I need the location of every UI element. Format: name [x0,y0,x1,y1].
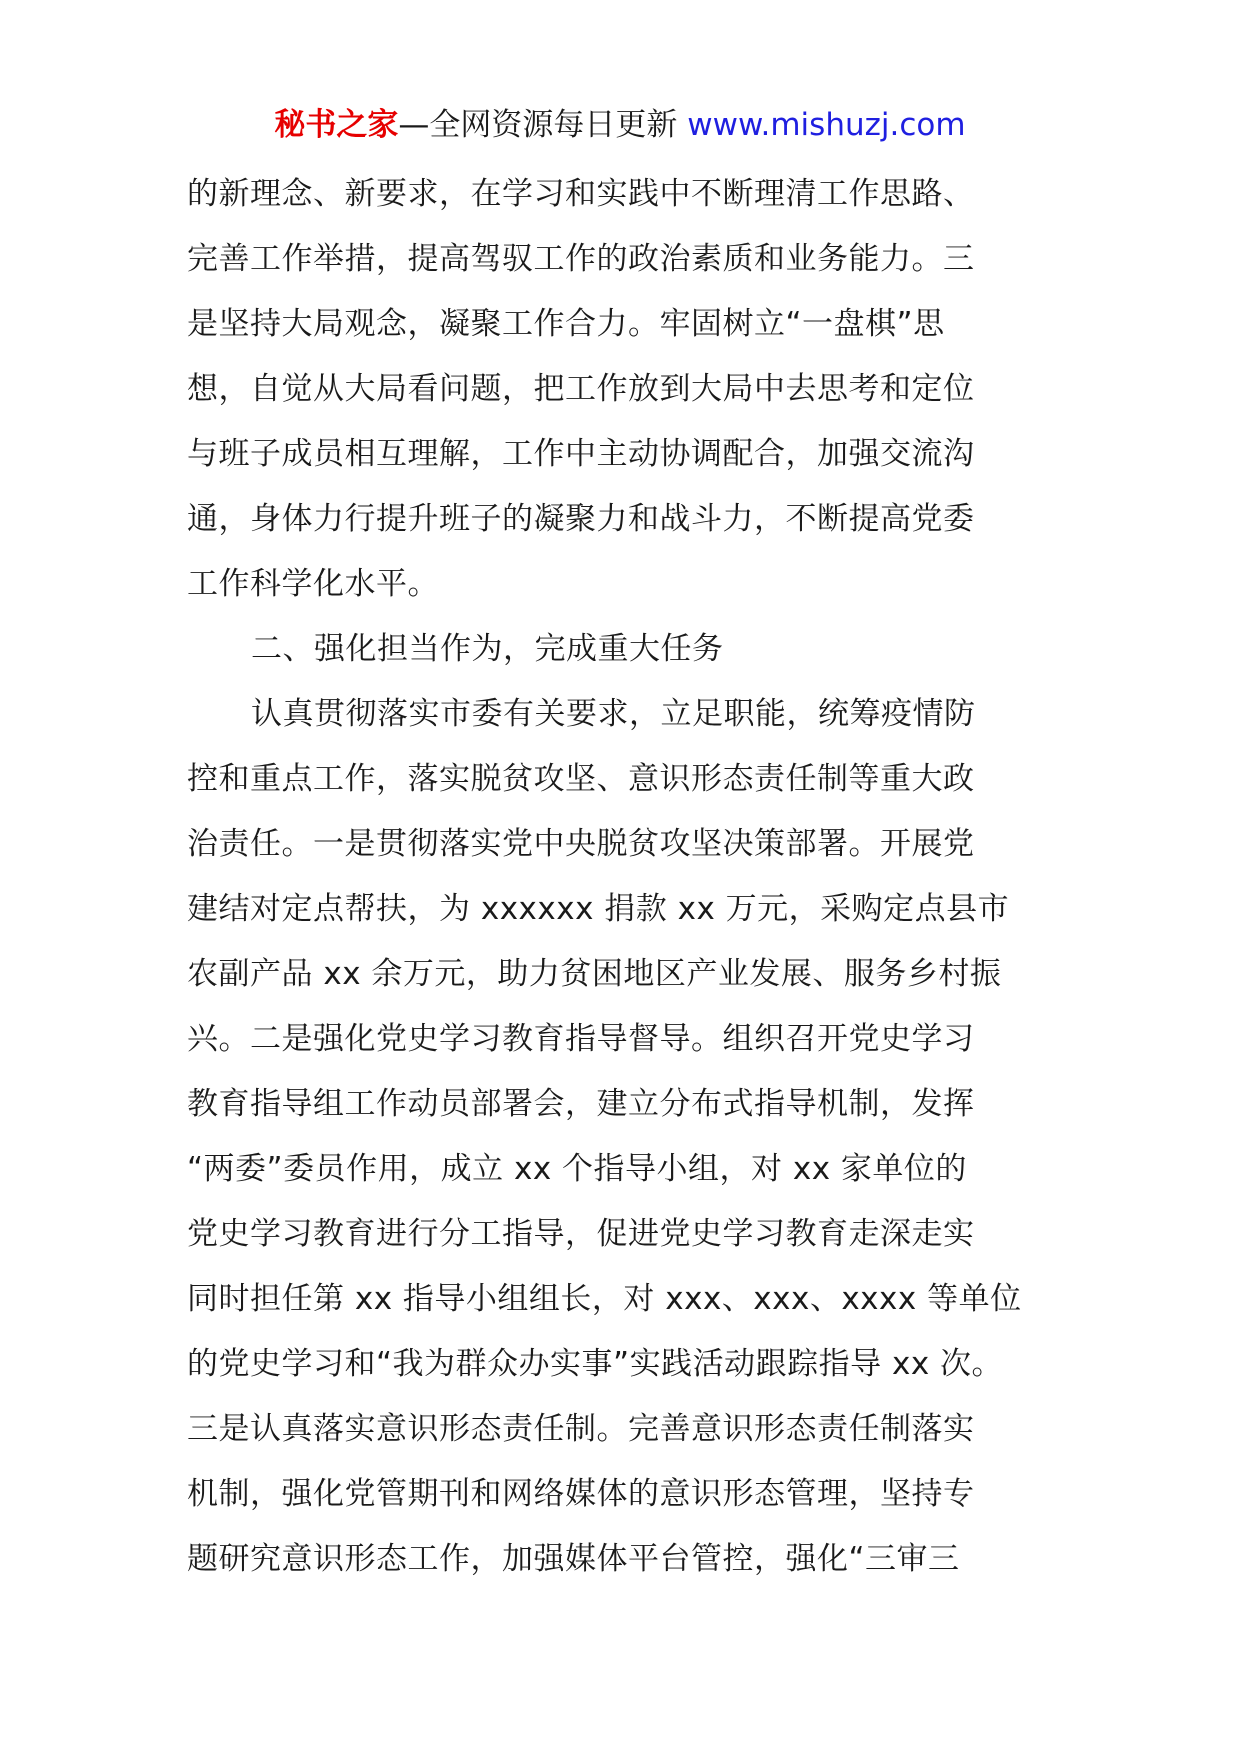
text-line: 治责任。一是贯彻落实党中央脱贫攻坚决策部署。开展党 [187,826,975,862]
text-line: 的新理念、新要求，在学习和实践中不断理清工作思路、 [187,176,975,212]
text-line: 建结对定点帮扶，为 xxxxxx 捐款 xx 万元，采购定点县市 [187,891,1010,927]
text-line: 的党史学习和“我为群众办实事”实践活动跟踪指导 xx 次。 [187,1346,1004,1382]
text-line: 党史学习教育进行分工指导，促进党史学习教育走深走实 [187,1216,975,1252]
text-line: 农副产品 xx 余万元，助力贫困地区产业发展、服务乡村振 [187,956,1002,992]
text-line: 三是认真落实意识形态责任制。完善意识形态责任制落实 [187,1411,975,1447]
text-line: 通，身体力行提升班子的凝聚力和战斗力，不断提高党委 [187,501,975,537]
header-url-link[interactable]: www.mishuzj.com [687,107,966,143]
text-line: 题研究意识形态工作，加强媒体平台管控，强化“三审三 [187,1541,960,1577]
text-line: 教育指导组工作动员部署会，建立分布式指导机制，发挥 [187,1086,975,1122]
document-body [187,162,1067,1592]
text-line: 完善工作举措，提高驾驭工作的政治素质和业务能力。三 [187,241,975,277]
text-line: 与班子成员相互理解，工作中主动协调配合，加强交流沟 [187,436,975,472]
text-line: 是坚持大局观念，凝聚工作合力。牢固树立“一盘棋”思 [187,306,945,342]
text-line: 控和重点工作，落实脱贫攻坚、意识形态责任制等重大政 [187,761,975,797]
text-line: “两委”委员作用，成立 xx 个指导小组，对 xx 家单位的 [187,1151,967,1187]
header-brand: 秘书之家 [274,107,399,143]
page-header [0,100,1240,150]
text-line: 同时担任第 xx 指导小组组长，对 xxx、xxx、xxxx 等单位 [187,1281,1022,1317]
text-line: 认真贯彻落实市委有关要求，立足职能，统筹疫情防 [251,696,976,732]
text-line: 机制，强化党管期刊和网络媒体的意识形态管理，坚持专 [187,1476,975,1512]
text-line: 兴。二是强化党史学习教育指导督导。组织召开党史学习 [187,1021,975,1057]
text-line: 工作科学化水平。 [187,566,439,602]
header-slogan: —全网资源每日更新 [398,107,688,143]
section-heading: 二、强化担当作为，完成重大任务 [251,631,724,667]
text-line: 想，自觉从大局看问题，把工作放到大局中去思考和定位 [187,371,975,407]
